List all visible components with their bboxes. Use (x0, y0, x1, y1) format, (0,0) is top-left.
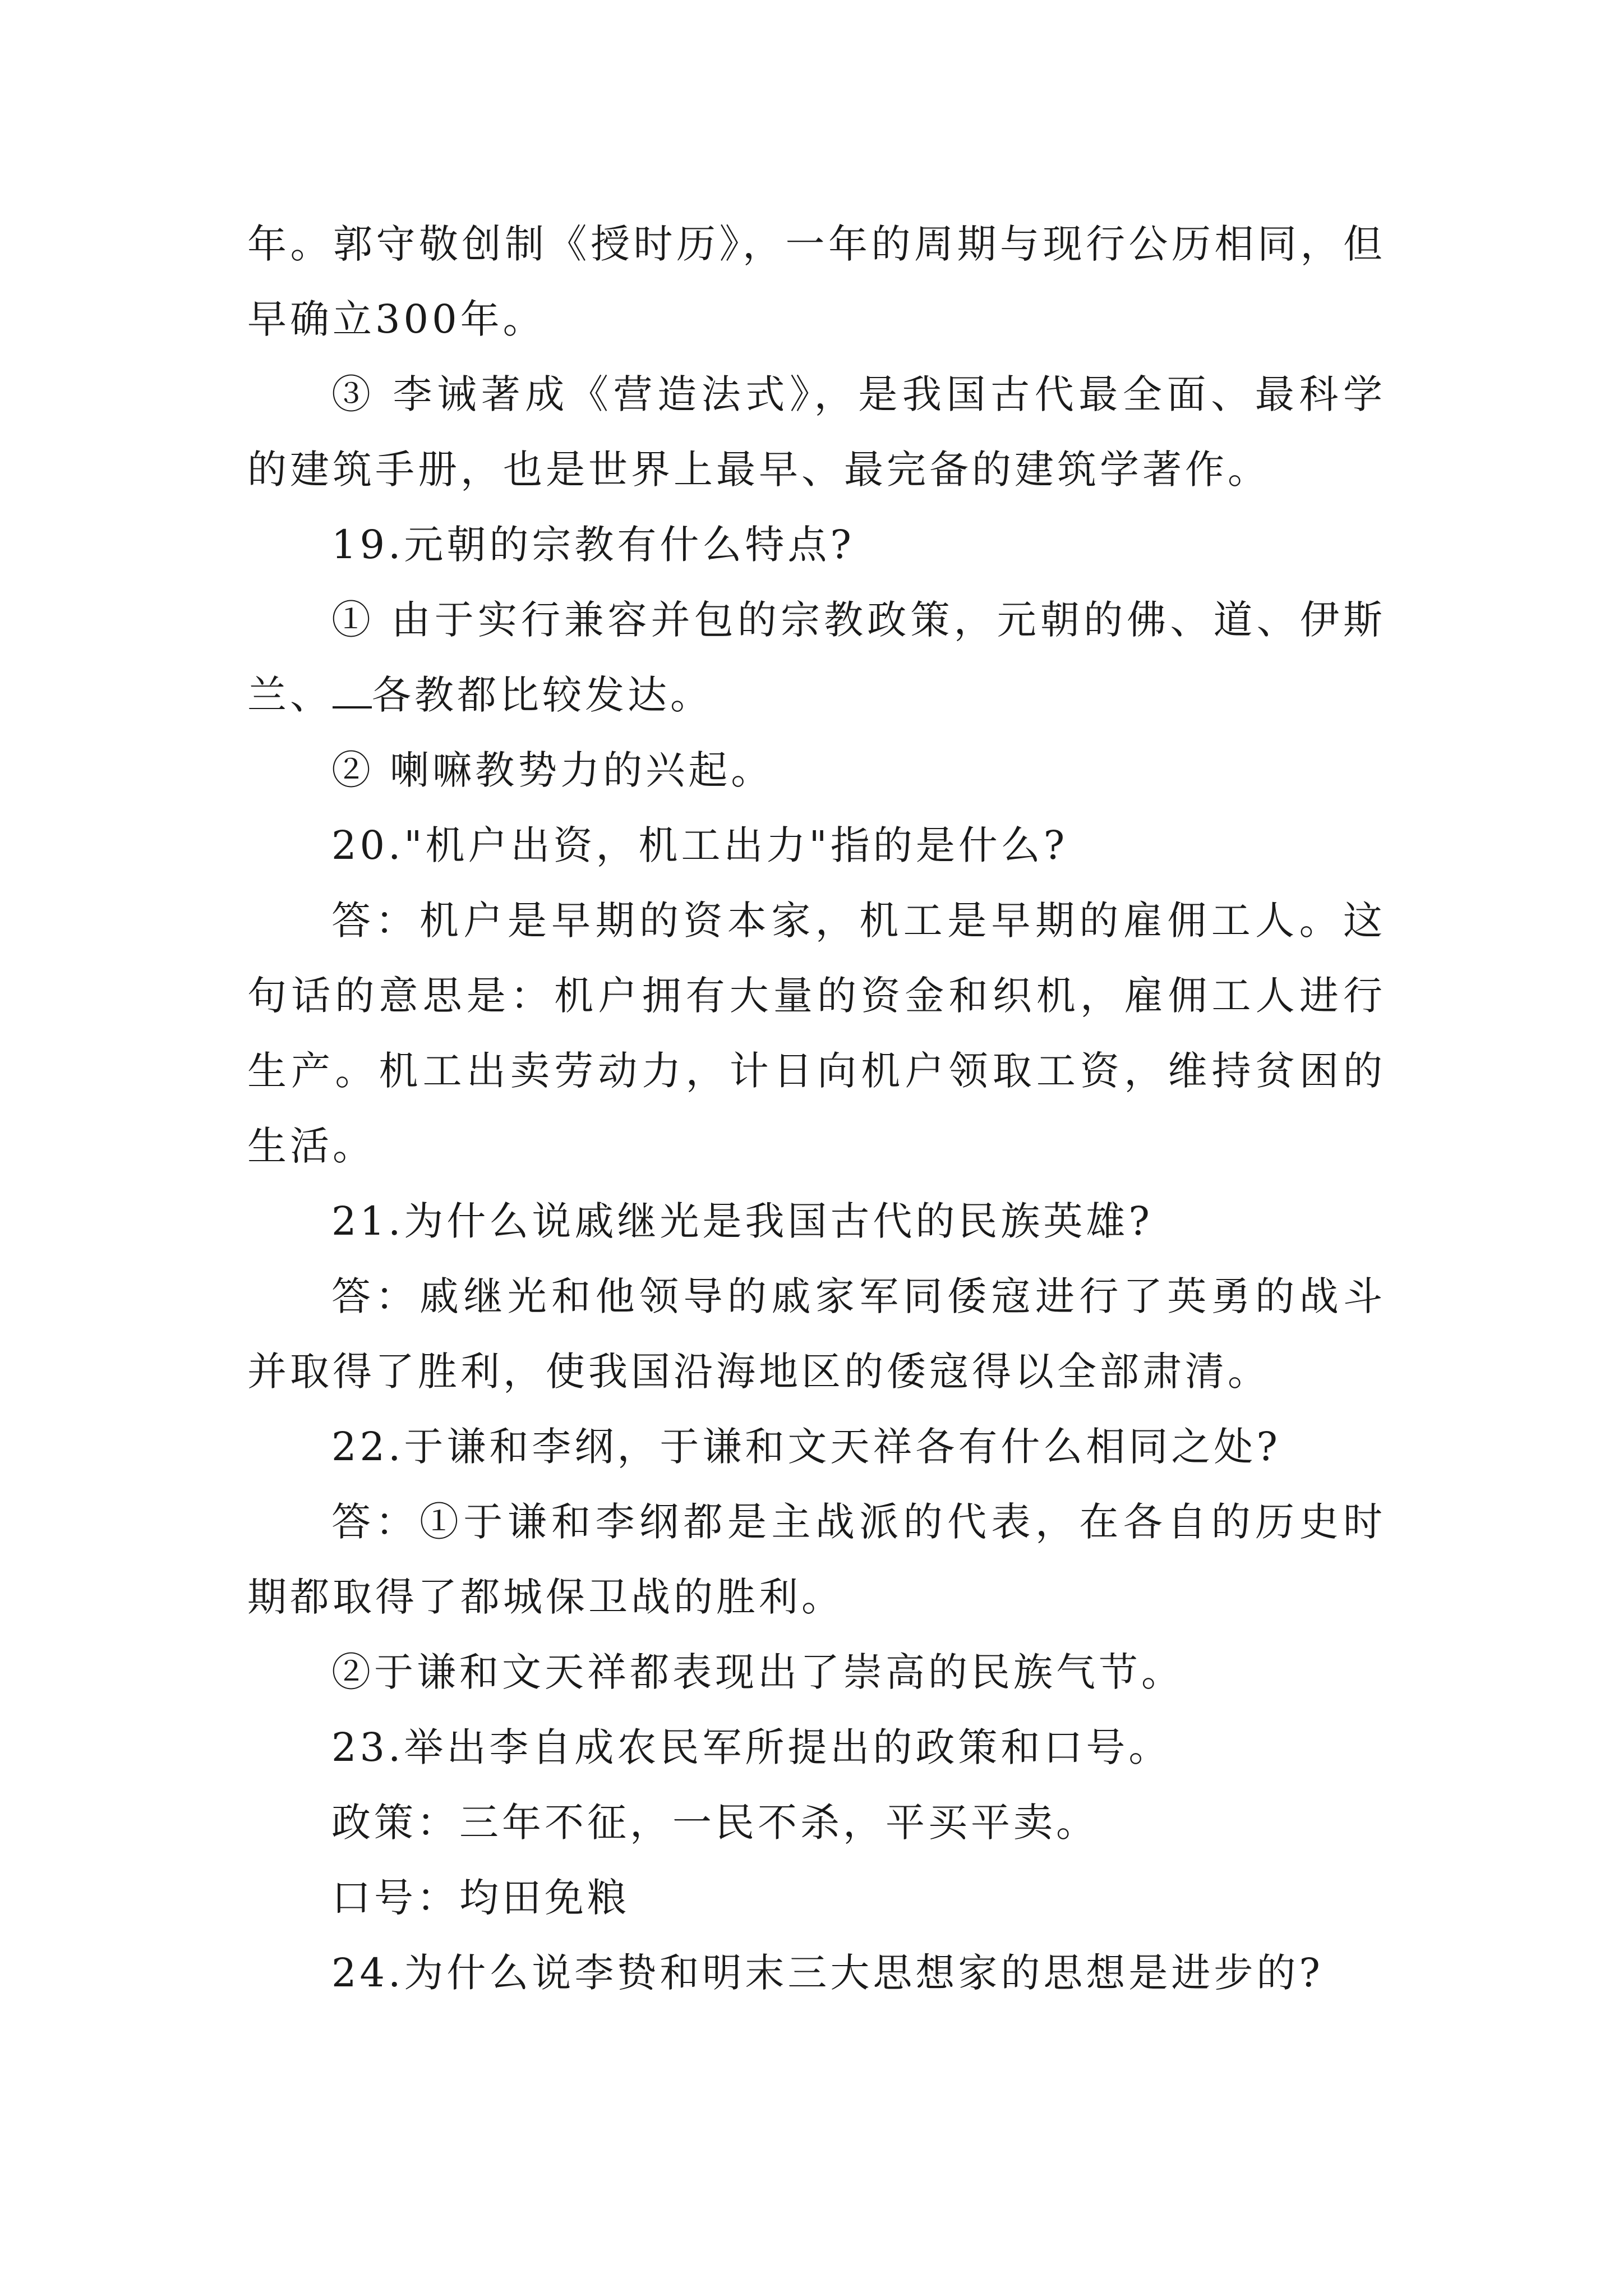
answer-23-slogan: 口号：均田免粮 (331, 1875, 630, 1921)
answer-22-point-2: ②于谦和文天祥都表现出了崇高的民族气节。 (331, 1649, 1184, 1695)
question-24: 24.为什么说李贽和明末三大思想家的思想是进步的? (331, 1950, 1324, 1996)
question-20: 20."机户出资，机工出力"指的是什么? (331, 822, 1068, 868)
question-23: 23.举出李自成农民军所提出的政策和口号。 (331, 1724, 1172, 1770)
answer-22-point-1: 答：①于谦和李纲都是主战派的代表，在各自的历史时期都取得了都城保卫战的胜利。 (247, 1499, 1386, 1620)
answer-19-point-1 (247, 582, 1386, 733)
paragraph-architecture: ③ 李诫著成《营造法式》，是我国古代最全面、最科学的建筑手册，也是世界上最早、最完备的建筑学著作。 (247, 371, 1386, 493)
paragraph-calendar: 年。郭守敬创制《授时历》，一年的周期与现行公历相同，但早确立300年。 (247, 221, 1386, 342)
question-22: 22.于谦和李纲，于谦和文天祥各有什么相同之处? (331, 1424, 1281, 1470)
question-19: 19.元朝的宗教有什么特点? (331, 522, 855, 568)
text-column (247, 206, 1386, 2010)
fill-in-blank (333, 675, 372, 708)
answer-19-point-1-text-b: 各教都比较发达。 (372, 672, 713, 718)
answer-21: 答：戚继光和他领导的戚家军同倭寇进行了英勇的战斗并取得了胜利，使我国沿海地区的倭寇得以全部肃清。 (247, 1273, 1386, 1395)
answer-19-point-2: ② 喇嘛教势力的兴起。 (331, 747, 774, 793)
answer-20: 答：机户是早期的资本家，机工是早期的雇佣工人。这句话的意思是：机户拥有大量的资金和织机，雇佣工人进行生产。机工出卖劳动力，计日向机户领取工资，维持贫困的生活。 (247, 898, 1386, 1169)
answer-19-point-1-text-a: ① 由于实行兼容并包的宗教政策，元朝的佛、道、伊斯兰、 (247, 597, 1386, 718)
answer-23-policy: 政策：三年不征，一民不杀，平买平卖。 (331, 1800, 1099, 1846)
question-21: 21.为什么说戚继光是我国古代的民族英雄? (331, 1198, 1153, 1244)
